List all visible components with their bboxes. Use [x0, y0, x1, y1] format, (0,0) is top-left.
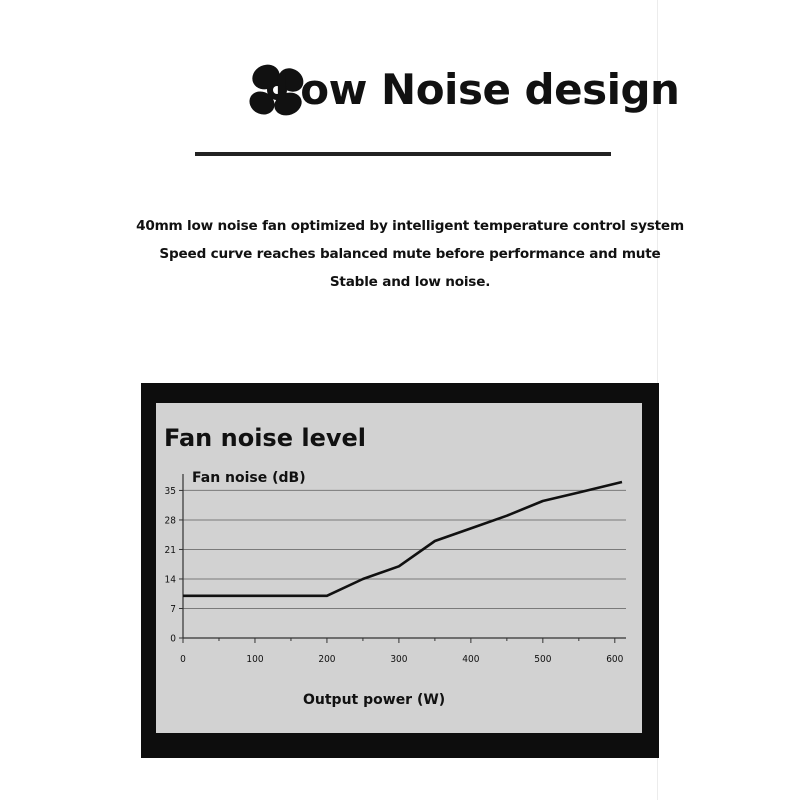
y-tick-label-14: 14: [164, 574, 176, 586]
x-tick-label-0: 0: [180, 654, 186, 665]
x-tick-label-300: 300: [390, 654, 408, 665]
description-line-3: Stable and low noise.: [329, 274, 491, 290]
x-tick-label-500: 500: [534, 654, 552, 665]
y-tick-label-28: 28: [164, 515, 176, 527]
x-tick-label-600: 600: [606, 654, 624, 665]
x-axis-label: Output power (W): [303, 692, 446, 708]
y-axis-label: Fan noise (dB): [192, 470, 306, 486]
y-tick-label-35: 35: [164, 485, 176, 497]
description-line-1: 40mm low noise fan optimized by intelligent temperature control system: [136, 218, 684, 234]
y-tick-label-21: 21: [164, 544, 176, 556]
description-line-2: Speed curve reaches balanced mute before performance and mute: [159, 246, 661, 262]
x-tick-label-200: 200: [318, 654, 336, 665]
chart-title: Fan noise level: [164, 424, 366, 452]
x-tick-label-100: 100: [246, 654, 264, 665]
y-tick-label-0: 0: [170, 633, 176, 645]
x-tick-label-400: 400: [462, 654, 480, 665]
y-tick-label-7: 7: [170, 603, 176, 615]
page-title: Low Noise design: [274, 65, 680, 114]
